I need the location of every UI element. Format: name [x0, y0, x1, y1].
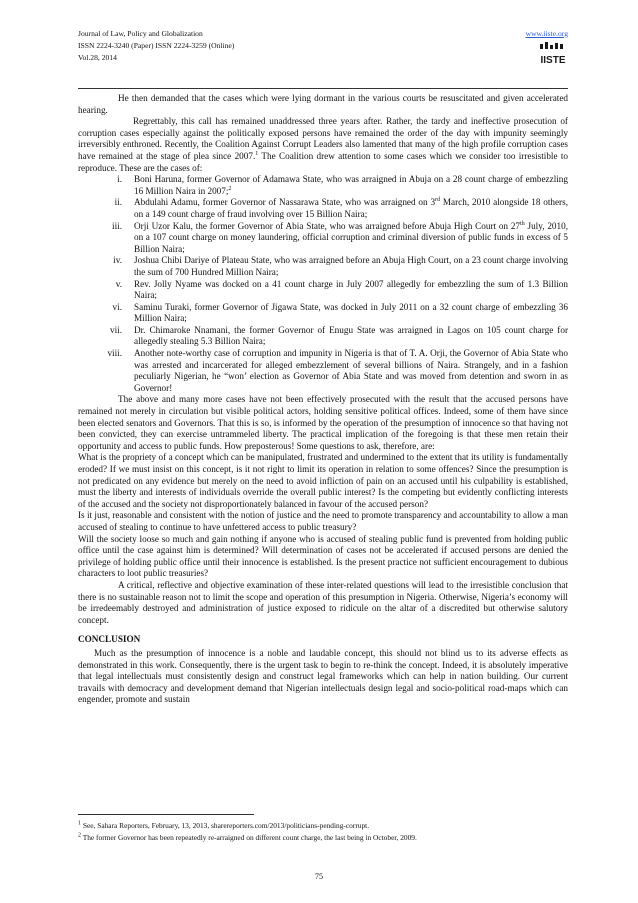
list-item: i. Boni Haruna, former Governor of Adamawa State, who was arraigned in Abuja on a 28 count charge of embezzling 16 Million Naira in 2007;$^2$ — [117, 174, 568, 196]
conclusion-heading: CONCLUSION — [78, 634, 141, 645]
footnote-ref-1[interactable]: 1 — [255, 150, 259, 157]
list-item: iv. Joshua Chibi Dariye of Plateau State, who was arraigned before an Abuja High Court, on a 23 count charge involving the sum of 700 Hundred Million Naira; — [113, 255, 568, 277]
list-item: v. Rev. Jolly Nyame was docked on a 41 count charge in July 2007 allegedly for embezzling the sum of 1.3 Billion Naira; — [115, 278, 568, 301]
paragraph-2: Regrettably, this call has remained unaddressed three years after. Rather, the tardy and ineffective prosecution of corruption cases especially against the politically exposed persons have remained the order of the day with impunity seemingly irreversibly enthroned. Recently, the Coalition Against Corrupt Leaders also lamented that many of the high profile corruption cases have remained at the stage of plea since 2007.$^1$ The Coalition drew attention to some cases which we consider too irresistible to reproduce. These are the cases of: — [78, 116, 568, 173]
paragraph-3: The above and many more cases have not been effectively prosecuted with the result that the accused persons have remained not merely in circulation but visible political actors, holding sensitive political offices. Indeed, some of them have since been elected senators and Governors. That this is so, is informed by the operation of the presumption of innocence so that having not been convicted, they can exercise untrammeled liberty. The practical implication of the foregoing is that these men retain their opportunity and access to public funds. How preposterous! Some questions to ask, therefore, are: — [78, 394, 568, 451]
header-right — [526, 28, 568, 40]
list-item: viii. Another note-worthy case of corruption and impunity in Nigeria is that of T. A. Orji, the Governor of Abia State who was arrested and incarcerated for alleged embezzlement of several billions of Naira. Strangely, and in a fashion peculiarly Nigerian, he “won’ election as Governor of Abia State and was moved from detention and sworn in as Governor! — [107, 348, 568, 393]
cases-list — [78, 174, 568, 394]
journal-volume: Vol.28, 2014 — [78, 53, 117, 62]
journal-issn: ISSN 2224-3240 (Paper) ISSN 2224-3259 (Online) — [78, 41, 235, 50]
footnotes — [78, 820, 568, 844]
journal-info — [78, 28, 234, 64]
journal-url-link[interactable]: www.iiste.org — [525, 29, 568, 38]
iiste-logo-icon — [538, 42, 568, 68]
journal-title: Journal of Law, Policy and Globalization — [78, 29, 203, 38]
paragraph-1: He then demanded that the cases which were lying dormant in the various courts be resuscitated and given accelerated hearing. — [78, 93, 568, 115]
footnote-divider — [78, 814, 254, 815]
footnote-ref-2[interactable]: 2 — [228, 185, 232, 192]
footnote-2: $^2$ The former Governor has been repeatedly re-arraigned on different count charge, the last being in October, 2009. — [78, 832, 417, 842]
paragraph-5: Much as the presumption of innocence is a noble and laudable concept, this should not blind us to its adverse effects as demonstrated in this work. Consequently, there is the urgent task to begin to re-think the concept. Indeed, it is absolutely imperative that legal intellectuals must consistently design and construct legal frameworks which can help in nation building. Our current travails with democracy and development demand that Nigerian intellectuals design legal and socio-political road-maps which can engender, promote and sustain — [78, 647, 568, 705]
page-header — [78, 28, 568, 88]
footnote-1: $^1$ See, Sahara Reporters, February, 13, 2013, sharereporters.com/2013/politicians-pending-corrupt. — [78, 820, 370, 830]
list-item: vi. Saminu Turaki, former Governor of Jigawa State, was docked in July 2011 on a 32 count charge of embezzling 36 Million Naira; — [112, 301, 568, 324]
main-content — [78, 93, 568, 706]
list-item: iii. Orji Uzor Kalu, the former Governor of Abia State, who was arraigned before Abuja High Court on 27th July, 2010, on a 107 count charge on money laundering, official corruption and criminal diversion of public funds in excess of 5 Billion Naira; — [112, 220, 569, 254]
question-1: What is the propriety of a concept which can be manipulated, frustrated and undermined to the extent that its utility is fundamentally eroded? If we must insist on this concept, is it not right to limit its operation in relation to some offences? Since the presumption is not predicated on any evidence but merely on the need to avoid infliction of pain on an accused until his culpability is established, must the liberty and interests of individuals override the overall public interest? Is the competing but evidently conflicting interests of the accused and the society not disproportionately balanced in favour of the accused person? — [78, 452, 568, 509]
paragraph-4: A critical, reflective and objective examination of these inter-related questions will lead to the irresistible conclusion that there is no sustainable reason not to limit the scope and operation of this presumption in Nigeria. Otherwise, Nigeria’s economy will be irredeemably destroyed and administration of justice exposed to ridicule on the altar of a discredited but otherwise salutory concept. — [78, 579, 568, 625]
header-divider — [78, 88, 568, 89]
page-number: 75 — [314, 872, 324, 881]
svg-text:IISTE: IISTE — [540, 55, 566, 66]
list-item: ii. Abdulahi Adamu, former Governor of Nassarawa State, who was arraigned on 3rd March, 2010 alongside 18 others, on a 149 count charge of fraud involving over 15 Billion Naira; — [114, 197, 568, 219]
question-2: Is it just, reasonable and consistent with the notion of justice and the need to promote transparency and accountability to allow a man accused of stealing to continue to have unfettered access to public treasury? — [78, 510, 568, 532]
question-3: Will the society loose so much and gain nothing if anyone who is accused of stealing public fund is prevented from holding public office until the case against him is determined? Will determination of cases not be accelerated if accused persons are denied the privilege of holding public office until their innocence is established. Is the present practice not sufficient encouragement to dubious characters to loot public treasuries? — [78, 533, 568, 579]
list-item: vii. Dr. Chimaroke Nnamani, the former Governor of Enugu State was arraigned in Lagos on 105 count charge for allegedly stealing 5.3 Billion Naira; — [110, 324, 568, 347]
